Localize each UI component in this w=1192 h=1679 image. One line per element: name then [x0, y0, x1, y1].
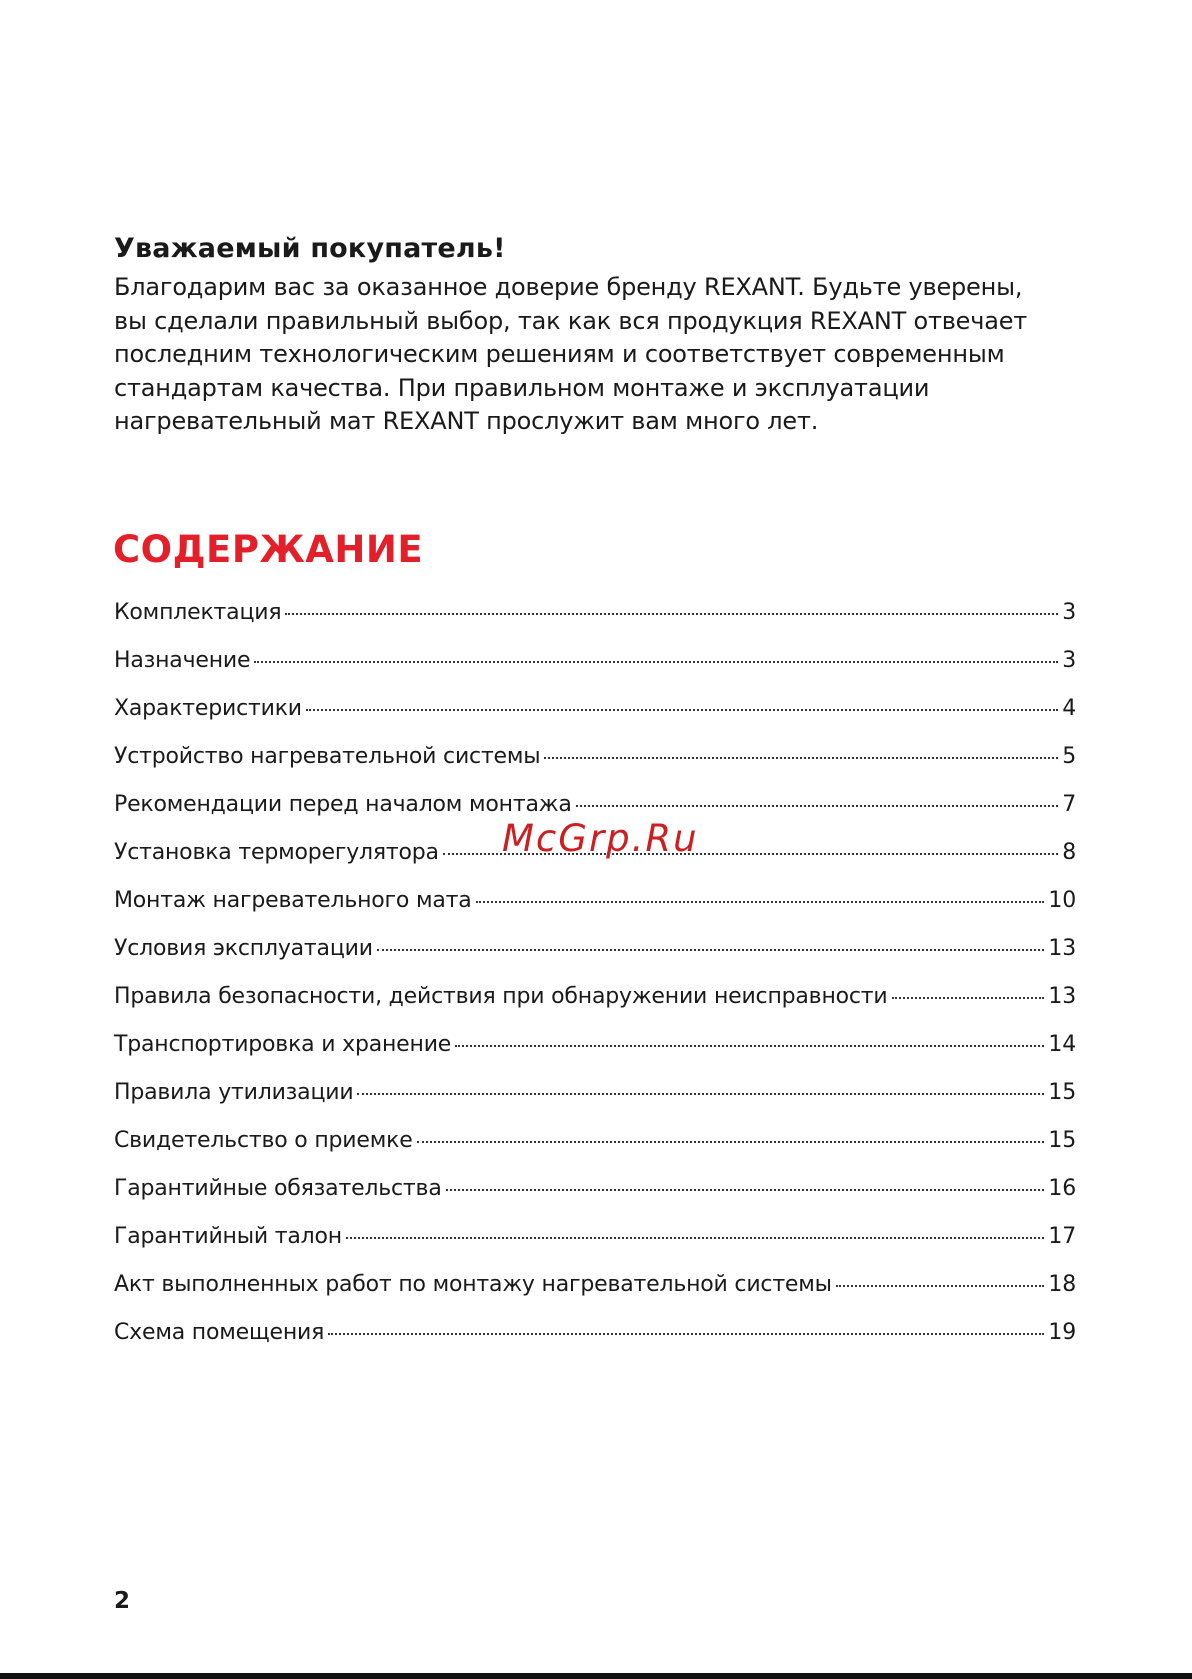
toc-entry-page: 13 — [1048, 936, 1076, 961]
intro-line: стандартам качества. При правильном монтаже и эксплуатации — [114, 373, 930, 402]
toc-entry-label: Схема помещения — [114, 1320, 325, 1345]
toc-dot-leader — [446, 1189, 1045, 1191]
toc-entry-label: Транспортировка и хранение — [114, 1032, 452, 1057]
toc-entry[interactable] — [114, 1032, 1076, 1080]
bottom-rule — [0, 1673, 1192, 1679]
toc-heading: СОДЕРЖАНИЕ — [113, 528, 424, 571]
toc-dot-leader — [417, 1141, 1045, 1143]
toc-entry[interactable] — [114, 648, 1076, 696]
toc-entry-page: 5 — [1062, 744, 1076, 769]
toc-entry[interactable] — [114, 1128, 1076, 1176]
toc-entry-label: Правила утилизации — [114, 1080, 354, 1105]
toc-entry-label: Свидетельство о приемке — [114, 1128, 413, 1153]
toc-dot-leader — [328, 1333, 1044, 1335]
toc-entry-page: 3 — [1062, 600, 1076, 625]
toc-dot-leader — [455, 1045, 1044, 1047]
toc-entry-label: Гарантийные обязательства — [114, 1176, 442, 1201]
toc-entry[interactable] — [114, 1272, 1076, 1320]
toc-entry-label: Установка терморегулятора — [114, 840, 439, 865]
toc-dot-leader — [544, 757, 1058, 759]
intro-paragraph — [114, 271, 1028, 439]
toc-entry-page: 3 — [1062, 648, 1076, 673]
toc-entry-label: Монтаж нагревательного мата — [114, 888, 472, 913]
intro-line: нагревательный мат REXANT прослужит вам много лет. — [114, 407, 819, 435]
toc-dot-leader — [576, 805, 1058, 807]
toc-dot-leader — [476, 901, 1045, 903]
toc-entry-page: 18 — [1048, 1272, 1076, 1297]
toc-list — [114, 600, 1076, 1368]
toc-entry-page: 17 — [1048, 1224, 1076, 1249]
toc-dot-leader — [357, 1093, 1044, 1095]
toc-entry-label: Условия эксплуатации — [114, 936, 373, 961]
toc-entry[interactable] — [114, 888, 1076, 936]
toc-entry-label: Рекомендации перед началом монтажа — [114, 792, 572, 817]
toc-dot-leader — [377, 949, 1045, 951]
toc-entry-label: Назначение — [114, 648, 251, 673]
toc-dot-leader — [346, 1237, 1044, 1239]
toc-entry-label: Правила безопасности, действия при обнаружении неисправности — [114, 984, 888, 1009]
toc-entry-page: 15 — [1048, 1080, 1076, 1105]
toc-entry-page: 7 — [1062, 792, 1076, 817]
toc-entry[interactable] — [114, 744, 1076, 792]
toc-entry-label: Устройство нагревательной системы — [114, 744, 541, 769]
toc-entry-page: 15 — [1048, 1128, 1076, 1153]
toc-entry[interactable] — [114, 1176, 1076, 1224]
toc-entry-page: 16 — [1048, 1176, 1076, 1201]
toc-entry-label: Акт выполненных работ по монтажу нагревательной системы — [114, 1272, 832, 1297]
intro-line: Благодарим вас за оказанное доверие бренду REXANT. Будьте уверены, — [114, 273, 1023, 301]
toc-entry-page: 19 — [1048, 1320, 1076, 1345]
toc-dot-leader — [285, 613, 1058, 615]
toc-entry-page: 10 — [1048, 888, 1076, 913]
toc-entry[interactable] — [114, 696, 1076, 744]
toc-entry-label: Характеристики — [114, 696, 302, 721]
toc-entry-page: 8 — [1062, 840, 1076, 865]
toc-entry-label: Гарантийный талон — [114, 1224, 342, 1249]
toc-entry-page: 13 — [1048, 984, 1076, 1009]
toc-entry[interactable] — [114, 1080, 1076, 1128]
toc-entry-page: 4 — [1062, 696, 1076, 721]
toc-entry[interactable] — [114, 600, 1076, 648]
toc-entry[interactable] — [114, 1224, 1076, 1272]
watermark-text: McGrp.Ru — [502, 817, 699, 860]
toc-dot-leader — [254, 661, 1058, 663]
toc-entry-page: 14 — [1048, 1032, 1076, 1057]
toc-entry[interactable] — [114, 984, 1076, 1032]
toc-dot-leader — [892, 997, 1045, 999]
greeting-title: Уважаемый покупатель! — [114, 233, 506, 264]
page-number: 2 — [114, 1588, 131, 1614]
intro-line: последним технологическим решениям и соответствует современным — [114, 340, 1005, 368]
intro-line: вы сделали правильный выбор, так как вся продукция REXANT отвечает — [114, 306, 1028, 335]
toc-dot-leader — [836, 1285, 1045, 1287]
toc-entry[interactable] — [114, 1320, 1076, 1368]
toc-dot-leader — [306, 709, 1058, 711]
toc-entry-label: Комплектация — [114, 600, 282, 625]
toc-entry[interactable] — [114, 936, 1076, 984]
